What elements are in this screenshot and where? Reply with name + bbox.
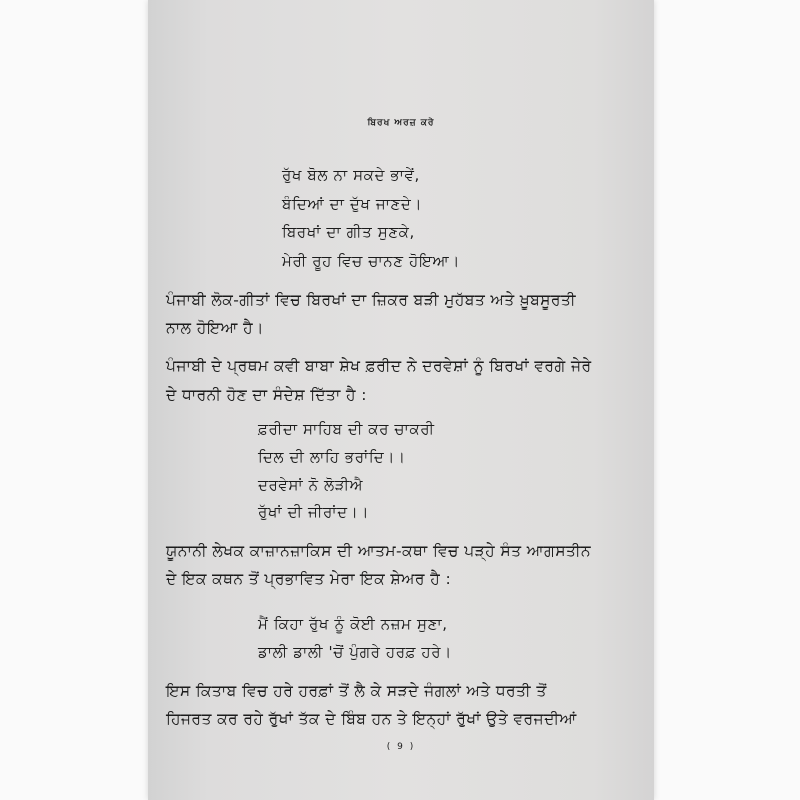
verse1-line-2: ਬੰਦਿਆਂ ਦਾ ਦੁੱਖ ਜਾਣਦੇ।: [282, 195, 423, 213]
para3-line-1: ਯੂਨਾਨੀ ਲੇਖਕ ਕਾਜ਼ਾਨਜ਼ਾਕਿਸ ਦੀ ਆਤਮ-ਕਥਾ ਵਿਚ ਪੜ੍ਹੇ ਸੰਤ ਆਗਸਤੀਨ: [166, 542, 591, 560]
para4-line-1: ਇਸ ਕਿਤਾਬ ਵਿਚ ਹਰੇ ਹਰਫ਼ਾਂ ਤੋਂ ਲੈ ਕੇ ਸੜਦੇ ਜੰਗਲਾਂ ਅਤੇ ਧਰਤੀ ਤੋਂ: [166, 682, 547, 700]
verse3-line-2: ਡਾਲੀ ਡਾਲੀ 'ਚੋਂ ਪੁੰਗਰੇ ਹਰਫ਼ ਹਰੇ।: [258, 643, 452, 661]
para2-line-1: ਪੰਜਾਬੀ ਦੇ ਪ੍ਰਥਮ ਕਵੀ ਬਾਬਾ ਸ਼ੇਖ ਫ਼ਰੀਦ ਨੇ ਦਰਵੇਸ਼ਾਂ ਨੂੰ ਬਿਰਖਾਂ ਵਰਗੇ ਜੇਰੇ: [166, 357, 592, 375]
book-page: [148, 0, 654, 800]
verse2-line-3: ਦਰਵੇਸਾਂ ਨੋ ਲੋੜੀਐ: [258, 476, 364, 494]
verse2-line-2: ਦਿਲ ਦੀ ਲਾਹਿ ਭਰਾਂਦਿ।।: [258, 448, 406, 466]
verse2-line-1: ਫ਼ਰੀਦਾ ਸਾਹਿਬ ਦੀ ਕਰ ਚਾਕਰੀ: [258, 420, 435, 438]
para1-line-1: ਪੰਜਾਬੀ ਲੋਕ-ਗੀਤਾਂ ਵਿਚ ਬਿਰਖਾਂ ਦਾ ਜ਼ਿਕਰ ਬੜੀ ਮੁਹੱਬਤ ਅਤੇ ਖ਼ੂਬਸੂਰਤੀ: [166, 291, 576, 309]
page-number: ( 9 ): [386, 742, 416, 752]
verse1-line-3: ਬਿਰਖਾਂ ਦਾ ਗੀਤ ਸੁਣਕੇ,: [282, 223, 415, 241]
verse2-line-4: ਰੁੱਖਾਂ ਦੀ ਜੀਰਾਂਦ।।: [258, 503, 370, 521]
para3-line-2: ਦੇ ਇਕ ਕਥਨ ਤੋਂ ਪ੍ਰਭਾਵਿਤ ਮੇਰਾ ਇਕ ਸ਼ੇਅਰ ਹੈ :: [166, 570, 452, 588]
para1-line-2: ਨਾਲ ਹੋਇਆ ਹੈ।: [166, 319, 264, 337]
para2-line-2: ਦੇ ਧਾਰਨੀ ਹੋਣ ਦਾ ਸੰਦੇਸ਼ ਦਿੱਤਾ ਹੈ :: [166, 386, 367, 404]
verse3-line-1: ਮੈਂ ਕਿਹਾ ਰੁੱਖ ਨੂੰ ਕੋਈ ਨਜ਼ਮ ਸੁਣਾ,: [258, 615, 448, 633]
para4-line-2: ਹਿਜਰਤ ਕਰ ਰਹੇ ਰੁੱਖਾਂ ਤੱਕ ਦੇ ਬਿੰਬ ਹਨ ਤੇ ਇਨ੍ਹਾਂ ਰੁੱਖਾਂ ਉਤੇ ਵਰਜਦੀਆਂ: [166, 710, 577, 728]
verse1-line-4: ਮੇਰੀ ਰੂਹ ਵਿਚ ਚਾਨਣ ਹੋਇਆ।: [282, 252, 461, 270]
page-title: ਬਿਰਖ ਅਰਜ਼ ਕਰੇ: [367, 118, 435, 128]
verse1-line-1: ਰੁੱਖ ਬੋਲ ਨਾ ਸਕਦੇ ਭਾਵੇਂ,: [282, 166, 420, 184]
